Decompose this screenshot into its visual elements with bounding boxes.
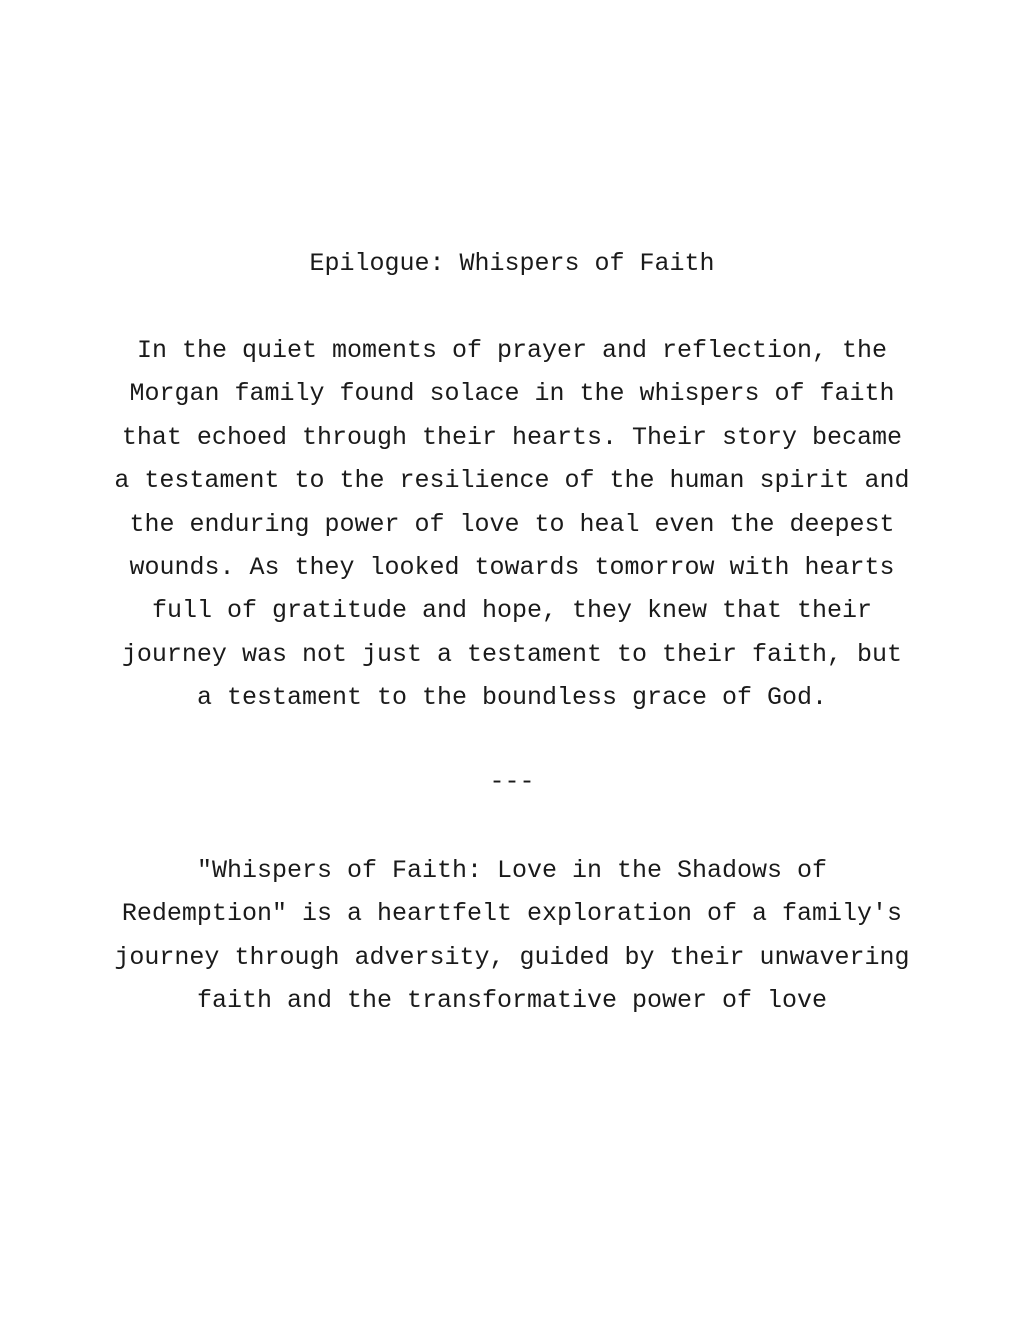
book-summary-paragraph: "Whispers of Faith: Love in the Shadows of Redemption" is a heartfelt exploration of a family's journey through adversity, guided by their unwavering faith and the transformative power of love	[114, 856, 910, 1016]
epilogue-paragraph: In the quiet moments of prayer and reflection, the Morgan family found solace in the whispers of faith that echoed through their hearts. Their story became a testament to the resilience of the human spirit and the enduring power of love to heal even the deepest wounds. As they looked towards tomorrow with hearts full of gratitude and hope, they knew that their journey was not just a testament to their faith, but a testament to the boundless grace of God.	[114, 336, 910, 713]
epilogue-title: Epilogue: Whispers of Faith	[309, 249, 715, 278]
section-separator: ---	[489, 767, 535, 796]
